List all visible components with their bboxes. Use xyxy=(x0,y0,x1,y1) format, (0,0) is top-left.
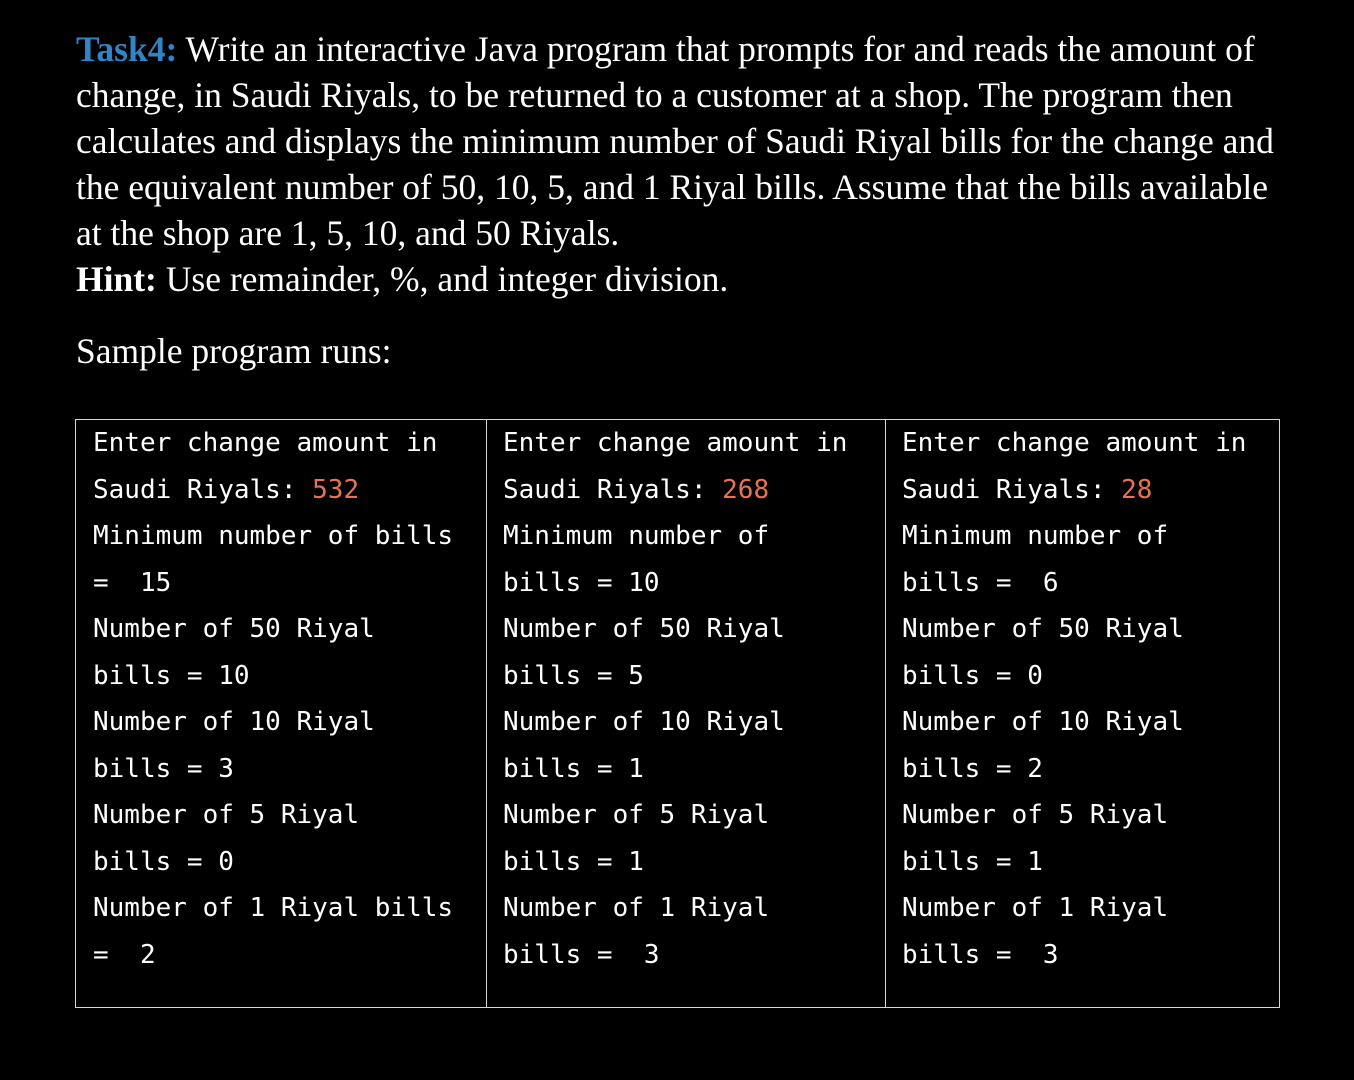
run-output-line: Number of 10 Riyal xyxy=(503,707,785,737)
run-output-line: bills = 2 xyxy=(902,753,1043,784)
run-output-line: = 15 xyxy=(93,567,172,598)
sample-runs-table xyxy=(75,419,1280,1008)
run-output-line: bills = 3 xyxy=(503,939,660,970)
run-output-line: Number of 5 Riyal xyxy=(902,800,1169,830)
run-output-line: Number of 5 Riyal xyxy=(503,800,770,830)
run-input-value: 532 xyxy=(312,474,360,505)
run-output-line: bills = 3 xyxy=(902,939,1059,970)
run-output-line: bills = 5 xyxy=(503,660,644,691)
run-output-line: bills = 0 xyxy=(902,660,1043,691)
run-output-line: bills = 6 xyxy=(902,567,1059,598)
run-output-line: = 2 xyxy=(93,939,156,970)
run-output-line: bills = 3 xyxy=(93,753,234,784)
task-line-1 xyxy=(76,26,1291,72)
run-prompt-line: Enter change amount in xyxy=(902,428,1247,458)
sample-run-1 xyxy=(76,420,487,1007)
run-prompt-input-line xyxy=(93,467,486,514)
task-line-3: calculates and displays the minimum number of Saudi Riyal bills for the change and xyxy=(76,121,1274,161)
run-output-line: bills = 1 xyxy=(503,846,644,877)
run-output-line: Number of 50 Riyal xyxy=(93,614,375,644)
run-prompt-text: Saudi Riyals: xyxy=(93,474,313,505)
sample-run-2 xyxy=(487,420,886,1007)
run-output-line: Number of 1 Riyal xyxy=(902,893,1169,923)
run-output-line: Minimum number of bills xyxy=(93,521,454,551)
run-output-line: bills = 1 xyxy=(902,846,1043,877)
run-prompt-input-line xyxy=(902,467,1279,514)
task-line-5: at the shop are 1, 5, 10, and 50 Riyals. xyxy=(76,213,620,253)
run-output-line: bills = 0 xyxy=(93,846,234,877)
run-prompt-line: Enter change amount in xyxy=(93,428,438,458)
run-output-line: Number of 10 Riyal xyxy=(93,707,375,737)
run-input-value: 28 xyxy=(1121,474,1153,505)
run-input-value: 268 xyxy=(722,474,770,505)
task-text-1: Write an interactive Java program that prompts for and reads the amount of xyxy=(177,29,1255,69)
sample-run-3 xyxy=(886,420,1279,1007)
task-description xyxy=(76,26,1291,302)
hint-line xyxy=(76,256,1291,302)
task-line-4: the equivalent number of 50, 10, 5, and 1 Riyal bills. Assume that the bills available xyxy=(76,167,1268,207)
run-prompt-input-line xyxy=(503,467,885,514)
run-output-line: Minimum number of xyxy=(902,521,1169,551)
run-output-line: Number of 1 Riyal xyxy=(503,893,770,923)
run-output-line: bills = 1 xyxy=(503,753,644,784)
hint-text: Use remainder, %, and integer division. xyxy=(156,259,729,299)
run-output-line: Minimum number of xyxy=(503,521,770,551)
sample-heading: Sample program runs: xyxy=(76,331,392,371)
run-output-line: bills = 10 xyxy=(503,567,660,598)
run-output-line: bills = 10 xyxy=(93,660,250,691)
run-prompt-line: Enter change amount in xyxy=(503,428,848,458)
run-output-line: Number of 10 Riyal xyxy=(902,707,1184,737)
run-output-line: Number of 50 Riyal xyxy=(503,614,785,644)
run-output-line: Number of 50 Riyal xyxy=(902,614,1184,644)
run-prompt-text: Saudi Riyals: xyxy=(902,474,1122,505)
task-label: Task4: xyxy=(76,29,178,69)
run-output-line: Number of 5 Riyal xyxy=(93,800,360,830)
run-output-line: Number of 1 Riyal bills xyxy=(93,893,454,923)
hint-label: Hint: xyxy=(76,259,157,299)
run-prompt-text: Saudi Riyals: xyxy=(503,474,723,505)
task-line-2: change, in Saudi Riyals, to be returned to a customer at a shop. The program then xyxy=(76,75,1233,115)
